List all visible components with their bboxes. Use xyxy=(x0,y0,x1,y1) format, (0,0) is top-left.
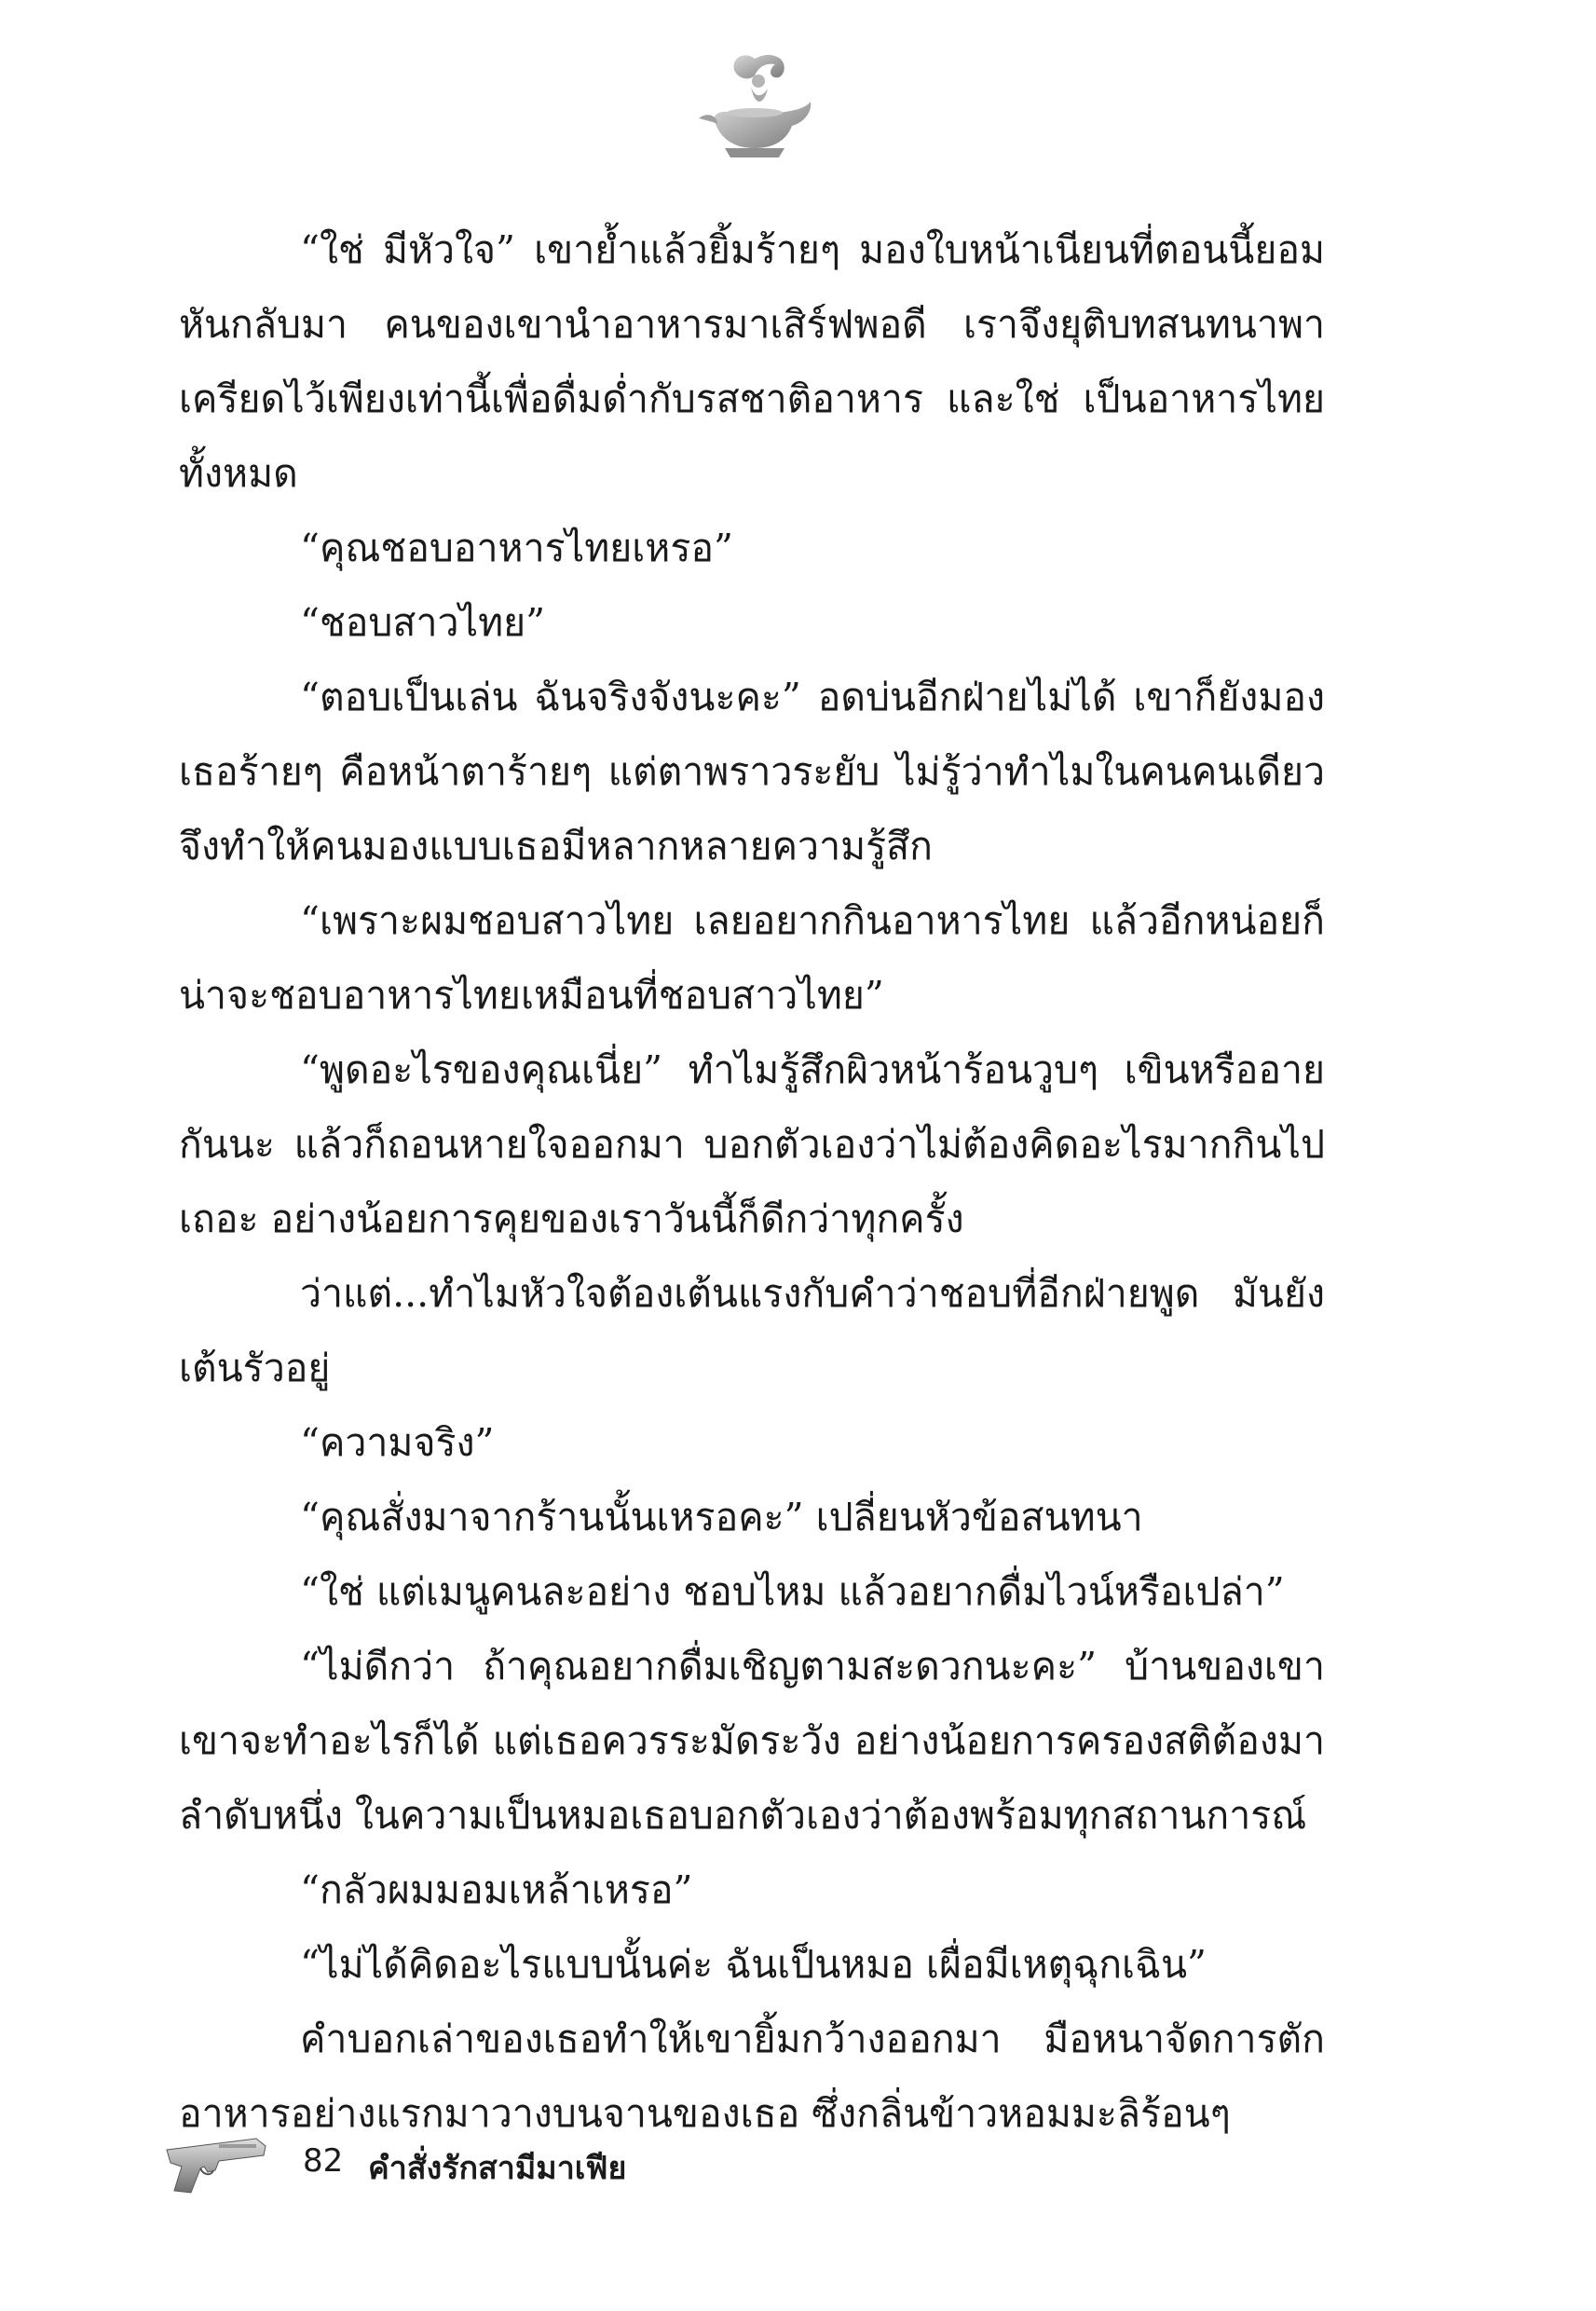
pistol-icon xyxy=(163,2129,270,2199)
page-footer xyxy=(163,2129,815,2204)
paragraph: “ความจริง” xyxy=(300,1420,495,1465)
paragraph: “คุณสั่งมาจากร้านนั้นเหรอคะ” เปลี่ยนหัวข้อสนทนา xyxy=(300,1495,1143,1539)
paragraph: “ใช่ มีหัวใจ” เขาย้ำแล้วยิ้มร้ายๆ มองใบหน้าเนียนที่ตอนนี้ยอมหันกลับมา คนของเขานำอาหารมาเสิร์ฟพอดี เราจึงยุติบทสนทนาพาเครียดไว้เพียงเท่านี้เพื่อดื่มด่ำกับรสชาติอาหาร และใช่ เป็นอาหารไทยทั้งหมด xyxy=(179,227,1325,496)
paragraph: “คุณชอบอาหารไทยเหรอ” xyxy=(300,526,733,570)
paragraph: ว่าแต่...ทำไมหัวใจต้องเต้นแรงกับคำว่าชอบที่อีกฝ่ายพูด มันยังเต้นรัวอยู่ xyxy=(179,1271,1325,1390)
paragraph: “ตอบเป็นเล่น ฉันจริงจังนะคะ” อดบ่นอีกฝ่ายไม่ได้ เขาก็ยังมองเธอร้ายๆ คือหน้าตาร้ายๆ แต่ตาพราวระยับ ไม่รู้ว่าทำไมในคนคนเดียวจึงทำให้คนมองแบบเธอมีหลากหลายความรู้สึก xyxy=(179,675,1325,868)
body-text xyxy=(179,212,1325,2151)
paragraph: “เพราะผมชอบสาวไทย เลยอยากกินอาหารไทย แล้วอีกหน่อยก็น่าจะชอบอาหารไทยเหมือนที่ชอบสาวไทย” xyxy=(179,898,1325,1018)
paragraph: “กลัวผมมอมเหล้าเหรอ” xyxy=(300,1867,693,1912)
paragraph: “ชอบสาวไทย” xyxy=(300,600,546,645)
page-number: 82 xyxy=(303,2142,344,2180)
paragraph: “ไม่ดีกว่า ถ้าคุณอยากดื่มเชิญตามสะดวกนะคะ” บ้านของเขาเขาจะทำอะไรก็ได้ แต่เธอควรระมัดระวัง อย่างน้อยการครองสติต้องมาลำดับหนึ่ง ในความเป็นหมอเธอบอกตัวเองว่าต้องพร้อมทุกสถานการณ์ xyxy=(179,1644,1325,1838)
cupid-teapot-icon xyxy=(689,51,820,168)
book-title: คำสั่งรักสามีมาเฟีย xyxy=(368,2150,627,2187)
paragraph: คำบอกเล่าของเธอทำให้เขายิ้มกว้างออกมา มือหนาจัดการตักอาหารอย่างแรกมาวางบนจานของเธอ ซึ่งกลิ่นข้าวหอมมะลิร้อนๆ xyxy=(179,2017,1325,2136)
paragraph: “ใช่ แต่เมนูคนละอย่าง ชอบไหม แล้วอยากดื่มไวน์หรือเปล่า” xyxy=(300,1569,1285,1614)
paragraph: “ไม่ได้คิดอะไรแบบนั้นค่ะ ฉันเป็นหมอ เผื่อมีเหตุฉุกเฉิน” xyxy=(300,1942,1207,1987)
paragraph: “พูดอะไรของคุณเนี่ย” ทำไมรู้สึกผิวหน้าร้อนวูบๆ เขินหรืออายกันนะ แล้วก็ถอนหายใจออกมา บอกตัวเองว่าไม่ต้องคิดอะไรมากกินไปเถอะ อย่างน้อยการคุยของเราวันนี้ก็ดีกว่าทุกครั้ง xyxy=(179,1047,1325,1241)
